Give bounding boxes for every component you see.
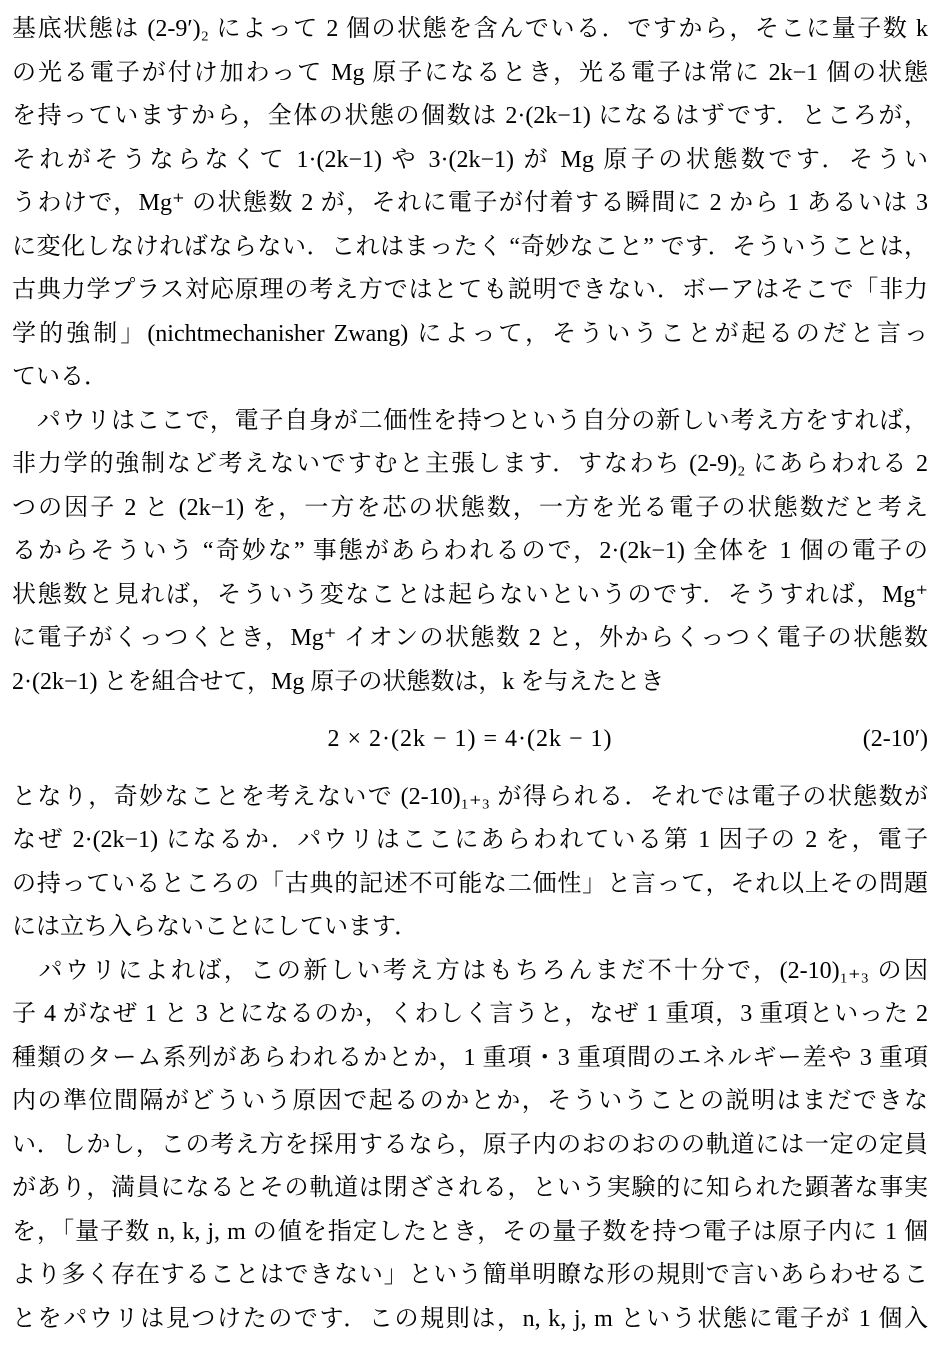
- equation-formula: 2 × 2·(2k − 1) = 4·(2k − 1): [327, 726, 613, 752]
- page-text: [12, 8, 928, 1341]
- text-line: るからそういう “奇妙な” 事態があらわれるので，2·(2k−1) 全体を 1 個の電子の: [12, 538, 928, 564]
- paragraph-4: [12, 776, 928, 950]
- paragraph-2: [12, 400, 928, 705]
- paragraph-1: [12, 8, 928, 400]
- text-line: 非力学的強制など考えないですむと主張します．すなわち (2-9)₂ にあらわれる 2: [12, 451, 928, 477]
- text-line: には立ち入らないことにしています．: [12, 914, 419, 940]
- text-line: パウリはここで，電子自身が二価性を持つという自分の新しい考え方をすれば，: [12, 407, 928, 434]
- text-line: に電子がくっつくとき，Mg⁺ イオンの状態数 2 と，外からくっつく電子の状態数: [12, 625, 928, 651]
- text-line: の持っているところの「古典的記述不可能な二価性」と言って，それ以上その問題: [12, 870, 928, 897]
- text-line: を，「量子数 n, k, j, m の値を指定したとき，その量子数を持つ電子は原子内に 1 個: [12, 1218, 928, 1245]
- text-line: 内の準位間隔がどういう原因で起るのかとか，そういうことの説明はまだできな: [12, 1088, 928, 1114]
- text-line: それがそうならなくて 1·(2k−1) や 3·(2k−1) が Mg 原子の状態数です．そうい: [12, 146, 928, 173]
- text-line: つの因子 2 と (2k−1) を，一方を芯の状態数，一方を光る電子の状態数だと考え: [12, 494, 928, 521]
- text-line: に変化しなければならない．これはまったく “奇妙なこと” です．そういうことは，: [12, 233, 928, 260]
- paragraph-5: [12, 950, 928, 1342]
- text-line: となり，奇妙なことを考えないで (2-10)₁₊₃ が得られる．それでは電子の状態数が: [12, 783, 928, 810]
- text-line: より多く存在することはできない」という簡単明瞭な形の規則で言いあらわせるこ: [12, 1262, 928, 1288]
- text-line: 古典力学プラス対応原理の考え方ではとても説明できない．ボーアはそこで「非力: [12, 277, 928, 303]
- text-line: うわけで，Mg⁺ の状態数 2 が，それに電子が付着する瞬間に 2 から 1 あるいは 3: [12, 190, 928, 216]
- text-line: なぜ 2·(2k−1) になるか．パウリはここにあらわれている第 1 因子の 2 を，電子: [12, 827, 928, 853]
- text-line: があり，満員になるとその軌道は閉ざされる，という実験的に知られた顕著な事実: [12, 1175, 928, 1201]
- text-line: パウリによれば，この新しい考え方はもちろんまだ不十分で，(2-10)₁₊₃ の因: [12, 957, 928, 984]
- equation-number: (2-10′): [862, 726, 928, 752]
- text-line: 学的強制」(nichtmechanisher Zwang) によって，そういうことが起るのだと言っ: [12, 320, 928, 347]
- text-line: の光る電子が付け加わって Mg 原子になるとき，光る電子は常に 2k−1 個の状態: [12, 59, 928, 86]
- text-line: を持っていますから，全体の状態の個数は 2·(2k−1) になるはずです．ところが，: [12, 103, 928, 129]
- text-line: 状態数と見れば，そういう変なことは起らないというのです．そうすれば，Mg⁺: [12, 581, 928, 608]
- text-line: 子 4 がなぜ 1 と 3 とになるのか，くわしく言うと，なぜ 1 重項，3 重項といった 2: [12, 1001, 928, 1027]
- text-line: 2·(2k−1) とを組合せて，Mg 原子の状態数は，k を与えたとき: [12, 668, 665, 695]
- text-line: ている．: [12, 364, 108, 390]
- display-equation: [12, 718, 928, 762]
- text-line: 種類のターム系列があらわれるかとか，1 重項・3 重項間のエネルギー差や 3 重項: [12, 1044, 928, 1071]
- text-line: い．しかし，この考え方を採用するなら，原子内のおのおのの軌道には一定の定員: [12, 1131, 928, 1158]
- text-line: とをパウリは見つけたのです．この規則は，n, k, j, m という状態に電子が 1 個入: [12, 1305, 928, 1332]
- text-line: 基底状態は (2-9′)₂ によって 2 個の状態を含んでいる．ですから，そこに量子数 k: [12, 16, 928, 42]
